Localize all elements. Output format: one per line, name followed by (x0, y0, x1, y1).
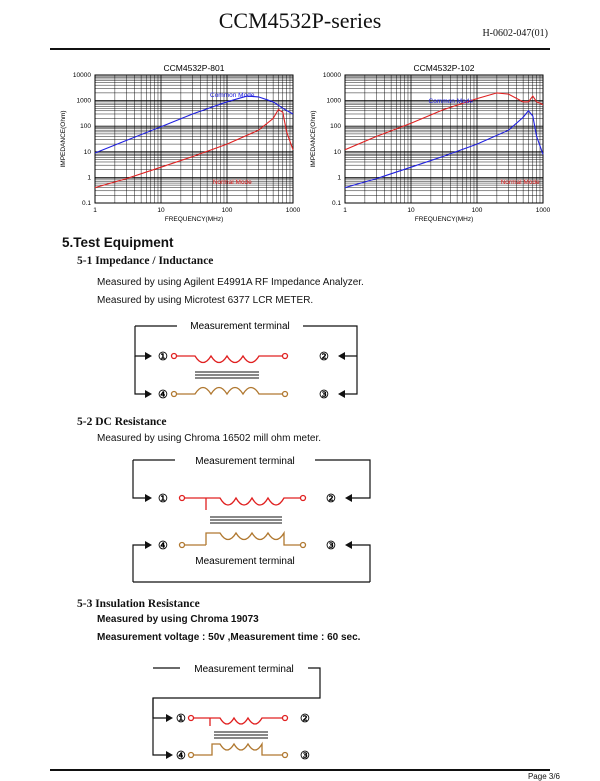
pin-1: ① (158, 351, 168, 363)
x-tick-label: 10 (157, 207, 165, 214)
pin-3: ③ (300, 750, 310, 762)
dc-line-1: Measured by using Chroma 16502 mill ohm meter. (97, 433, 321, 444)
section-heading: 5.Test Equipment (62, 235, 174, 250)
pin-3: ③ (326, 540, 336, 552)
y-tick-label: 1000 (76, 97, 91, 105)
dc-resistance-diagram (130, 450, 380, 590)
chart-title: CCM4532P-801 (163, 63, 225, 73)
diagram-label-bottom: Measurement terminal (195, 556, 295, 567)
impedance-chart-102 (305, 58, 560, 238)
y-tick-label: 10 (333, 148, 341, 156)
x-tick-label: 1 (343, 207, 347, 214)
x-tick-label: 1000 (535, 207, 551, 214)
header-rule (50, 48, 550, 50)
annotation-normal-mode: Normal Mode (500, 179, 540, 187)
impedance-line-1: Measured by using Agilent E4991A RF Impedance Analyzer. (97, 277, 364, 288)
y-tick-label: 10000 (72, 72, 91, 79)
insulation-line-1: Measured by using Chroma 19073 (97, 614, 259, 625)
pin-4: ④ (158, 540, 168, 552)
pin-2: ② (326, 493, 336, 505)
annotation-normal-mode: Normal Mode (212, 179, 252, 187)
y-tick-label: 10000 (322, 72, 341, 79)
document-title: CCM4532P-series (218, 8, 382, 33)
chart-title: CCM4532P-102 (413, 63, 475, 73)
impedance-subtitle: 5-1 Impedance / Inductance (77, 255, 214, 267)
y-tick-label: 1000 (326, 97, 341, 105)
pin-4: ④ (158, 389, 168, 401)
page-number: Page 3/6 (527, 772, 560, 781)
y-tick-label: 100 (80, 123, 91, 131)
pin-2: ② (300, 713, 310, 725)
y-tick-label: 100 (330, 123, 341, 131)
x-tick-label: 1000 (285, 207, 301, 214)
insulation-line-2: Measurement voltage : 50v ,Measurement time : 60 sec. (97, 632, 361, 643)
pin-2: ② (319, 351, 329, 363)
x-tick-label: 10 (407, 207, 415, 214)
y-tick-label: 1 (337, 174, 341, 182)
x-tick-label: 1 (93, 207, 97, 214)
impedance-test-diagram (125, 315, 385, 410)
y-axis-label: IMPEDANCE(Ohm) (310, 110, 317, 168)
x-axis-label: FREQUENCY(MHz) (414, 216, 474, 223)
x-tick-label: 100 (471, 207, 483, 214)
pin-4: ④ (176, 750, 186, 762)
diagram-label: Measurement terminal (194, 664, 294, 675)
annotation-common-mode: Common Mode (210, 91, 255, 99)
diagram-label: Measurement terminal (190, 321, 290, 332)
y-axis-label: IMPEDANCE(Ohm) (60, 110, 67, 168)
x-axis-label: FREQUENCY(MHz) (164, 216, 224, 223)
pin-1: ① (176, 713, 186, 725)
insulation-test-diagram (150, 658, 370, 768)
x-tick-label: 100 (221, 207, 233, 214)
impedance-chart-801 (55, 58, 310, 238)
insulation-subtitle: 5-3 Insulation Resistance (77, 598, 200, 610)
annotation-common-mode: Common Mode (428, 98, 473, 106)
y-tick-label: 10 (83, 148, 91, 156)
document-code: H-0602-047(01) (482, 28, 548, 39)
y-tick-label: 0.1 (331, 200, 341, 207)
dc-subtitle: 5-2 DC Resistance (77, 416, 167, 428)
plot-area (95, 75, 293, 203)
y-tick-label: 1 (87, 174, 91, 182)
impedance-line-2: Measured by using Microtest 6377 LCR METER. (97, 295, 314, 306)
pin-3: ③ (319, 389, 329, 401)
footer-rule (50, 769, 550, 771)
y-tick-label: 0.1 (81, 200, 91, 207)
pin-1: ① (158, 493, 168, 505)
diagram-label-top: Measurement terminal (195, 456, 295, 467)
